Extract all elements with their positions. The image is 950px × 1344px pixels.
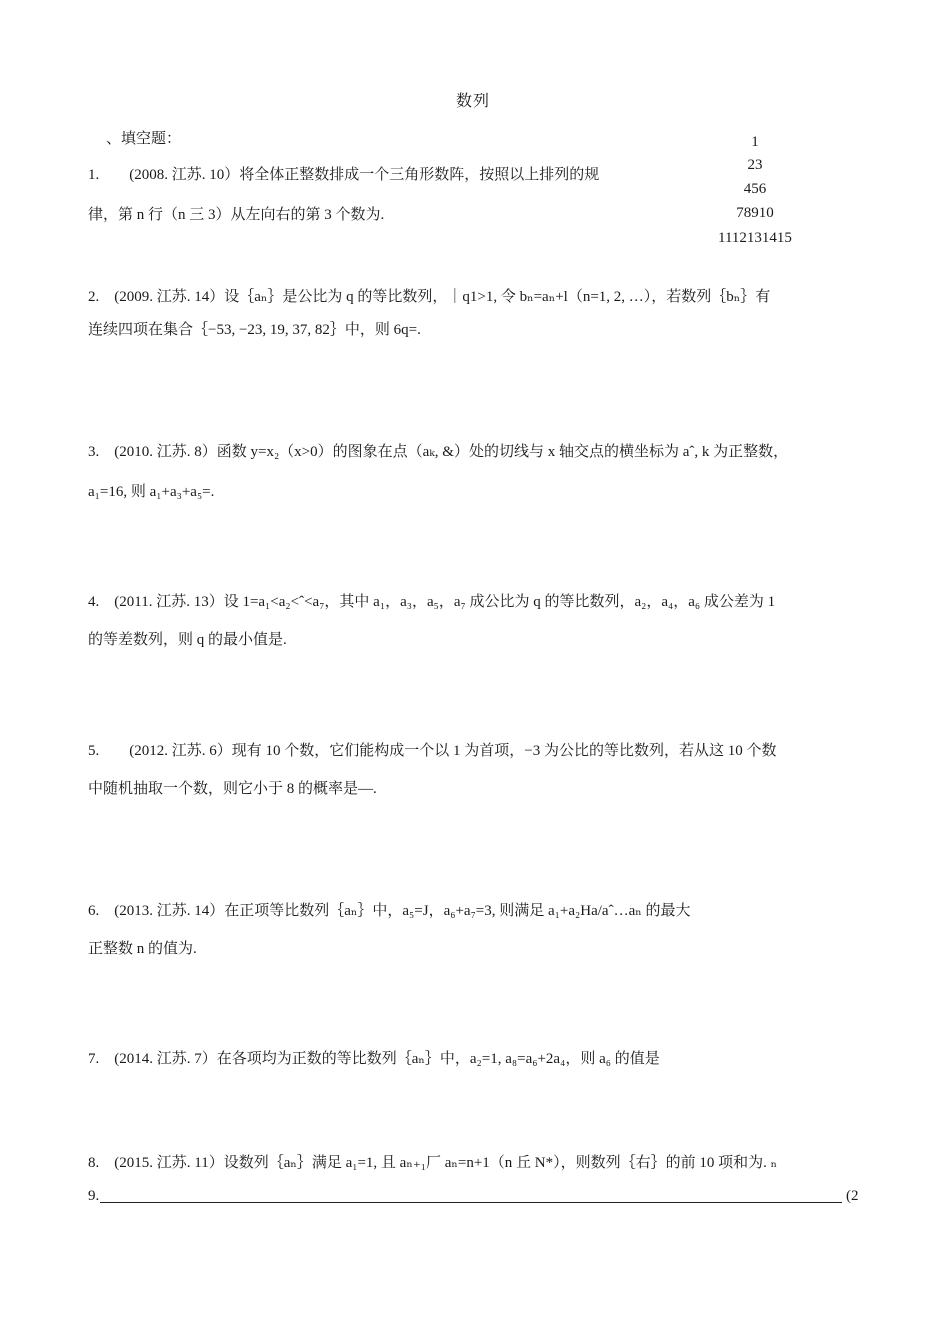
question-4-line-1: 4. (2011. 江苏. 13）设 1=a₁<a₂<ˆ<a₇，其中 a₁，a₃，a₅，a₇ 成公比为 q 的等比数列，a₂，a₄，a₆ 成公差为 1	[88, 594, 776, 610]
answer-blank-line	[100, 1202, 842, 1203]
question-9-continuation: (2	[846, 1188, 859, 1204]
question-8-line-1: 8. (2015. 江苏. 11）设数列｛aₙ｝满足 a₁=1, 且 aₙ₊₁厂 aₙ=n+1（n 丘 N*），则数列｛右｝的前 10 项和为. ₙ	[88, 1155, 778, 1171]
question-5-line-2: 中随机抽取一个数，则它小于 8 的概率是—.	[88, 781, 377, 797]
triangle-row: 78910	[736, 205, 774, 221]
section-heading: 、填空题：	[106, 131, 182, 147]
question-3-line-2: a₁=16, 则 a₁+a₃+a₅=.	[88, 484, 215, 500]
triangle-row: 1112131415	[718, 230, 792, 246]
question-2-line-1: 2. (2009. 江苏. 14）设｛aₙ｝是公比为 q 的等比数列，｜q1>1, 令 bₙ=aₙ+l（n=1, 2, …），若数列｛bₙ｝有	[88, 289, 771, 305]
question-9-number: 9.	[88, 1188, 100, 1204]
question-5-line-1: 5. (2012. 江苏. 6）现有 10 个数，它们能构成一个以 1 为首项，−3 为公比的等比数列，若从这 10 个数	[88, 743, 777, 759]
question-1-line-1: 1. (2008. 江苏. 10）将全体正整数排成一个三角形数阵，按照以上排列的规	[88, 167, 600, 183]
triangle-row: 23	[747, 157, 763, 173]
triangle-row: 1	[751, 134, 759, 150]
question-7-line-1: 7. (2014. 江苏. 7）在各项均为正数的等比数列｛aₙ｝中，a₂=1, a₈=a₆+2a₄，则 a₆ 的值是	[88, 1051, 660, 1067]
question-4-line-2: 的等差数列，则 q 的最小值是.	[88, 632, 287, 648]
triangle-row: 456	[743, 181, 767, 197]
question-1-line-2: 律，第 n 行（n 三 3）从左向右的第 3 个数为.	[88, 207, 385, 223]
question-6-line-1: 6. (2013. 江苏. 14）在正项等比数列｛aₙ｝中，a₅=J，a₆+a₇=3, 则满足 a₁+a₂Ha/aˆ…aₙ 的最大	[88, 903, 691, 919]
question-6-line-2: 正整数 n 的值为.	[88, 941, 197, 957]
question-3-line-1: 3. (2010. 江苏. 8）函数 y=x₂（x>0）的图象在点（aₖ, &）处的切线与 x 轴交点的横坐标为 aˆ, k 为正整数，	[88, 444, 789, 460]
page-title: 数列	[456, 93, 491, 110]
question-2-line-2: 连续四项在集合｛−53, −23, 19, 37, 82｝中，则 6q=.	[88, 322, 421, 338]
